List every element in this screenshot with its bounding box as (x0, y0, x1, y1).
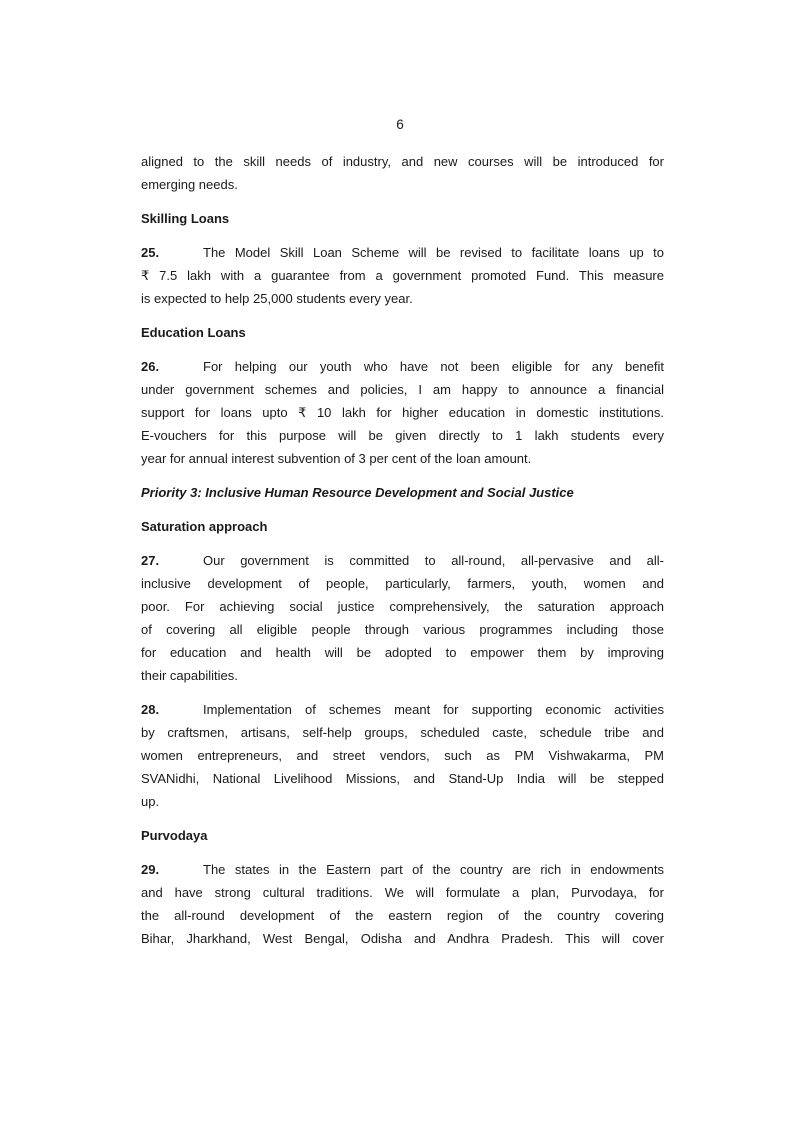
text-line (141, 549, 664, 572)
text-line: is expected to help 25,000 students every year. (141, 291, 413, 306)
paragraph-27 (141, 549, 664, 687)
text-line: under government schemes and policies, I am happy to announce a financial (141, 382, 664, 397)
text-line: aligned to the skill needs of industry, and new courses will be introduced for (141, 154, 664, 169)
text-line: for education and health will be adopted to empower them by improving (141, 645, 664, 660)
section-heading: Purvodaya (141, 828, 208, 843)
text-line: SVANidhi, National Livelihood Missions, and Stand-Up India will be stepped (141, 771, 664, 786)
paragraph-29 (141, 858, 664, 950)
page-number: 6 (396, 117, 404, 132)
text-line: by craftsmen, artisans, self-help groups, scheduled caste, schedule tribe and (141, 725, 664, 740)
text-line: of covering all eligible people through various programmes including those (141, 622, 664, 637)
text-line: their capabilities. (141, 668, 238, 683)
paragraph-number: 28. (141, 702, 160, 717)
paragraph-26 (141, 355, 664, 470)
section-heading: Skilling Loans (141, 211, 230, 226)
text-line: Bihar, Jharkhand, West Bengal, Odisha and Andhra Pradesh. This will cover (141, 931, 664, 946)
text-line: emerging needs. (141, 177, 238, 192)
text-line: and have strong cultural traditions. We will formulate a plan, Purvodaya, for (141, 885, 664, 900)
text-line: women entrepreneurs, and street vendors, such as PM Vishwakarma, PM (141, 748, 664, 763)
paragraph-continued (141, 150, 664, 196)
paragraph-number: 25. (141, 245, 160, 260)
text-line (141, 241, 664, 264)
text-line: the all-round development of the eastern region of the country covering (141, 908, 664, 923)
paragraph-28 (141, 698, 664, 813)
line-text: For helping our youth who have not been eligible for any benefit (203, 359, 664, 374)
text-line: year for annual interest subvention of 3 per cent of the loan amount. (141, 451, 532, 466)
section-heading: Education Loans (141, 325, 246, 340)
line-text: The Model Skill Loan Scheme will be revised to facilitate loans up to (203, 245, 664, 260)
text-line: inclusive development of people, particularly, farmers, youth, women and (141, 576, 664, 591)
line-text: Our government is committed to all-round, all-pervasive and all- (203, 553, 664, 568)
paragraph-number: 29. (141, 862, 160, 877)
line-text: The states in the Eastern part of the country are rich in endowments (203, 862, 664, 877)
text-line (141, 858, 664, 881)
paragraph-25 (141, 241, 664, 310)
section-heading: Saturation approach (141, 519, 268, 534)
paragraph-number: 27. (141, 553, 160, 568)
document-body (141, 150, 664, 961)
line-text: Implementation of schemes meant for supporting economic activities (203, 702, 664, 717)
paragraph-number: 26. (141, 359, 160, 374)
text-line (141, 355, 664, 378)
text-line: support for loans upto ₹ 10 lakh for higher education in domestic institutions. (141, 405, 664, 420)
text-line: ₹ 7.5 lakh with a guarantee from a government promoted Fund. This measure (141, 268, 664, 283)
text-line: up. (141, 794, 160, 809)
text-line: E-vouchers for this purpose will be given directly to 1 lakh students every (141, 428, 664, 443)
text-line (141, 698, 664, 721)
priority-heading: Priority 3: Inclusive Human Resource Development and Social Justice (141, 485, 574, 500)
text-line: poor. For achieving social justice comprehensively, the saturation approach (141, 599, 664, 614)
